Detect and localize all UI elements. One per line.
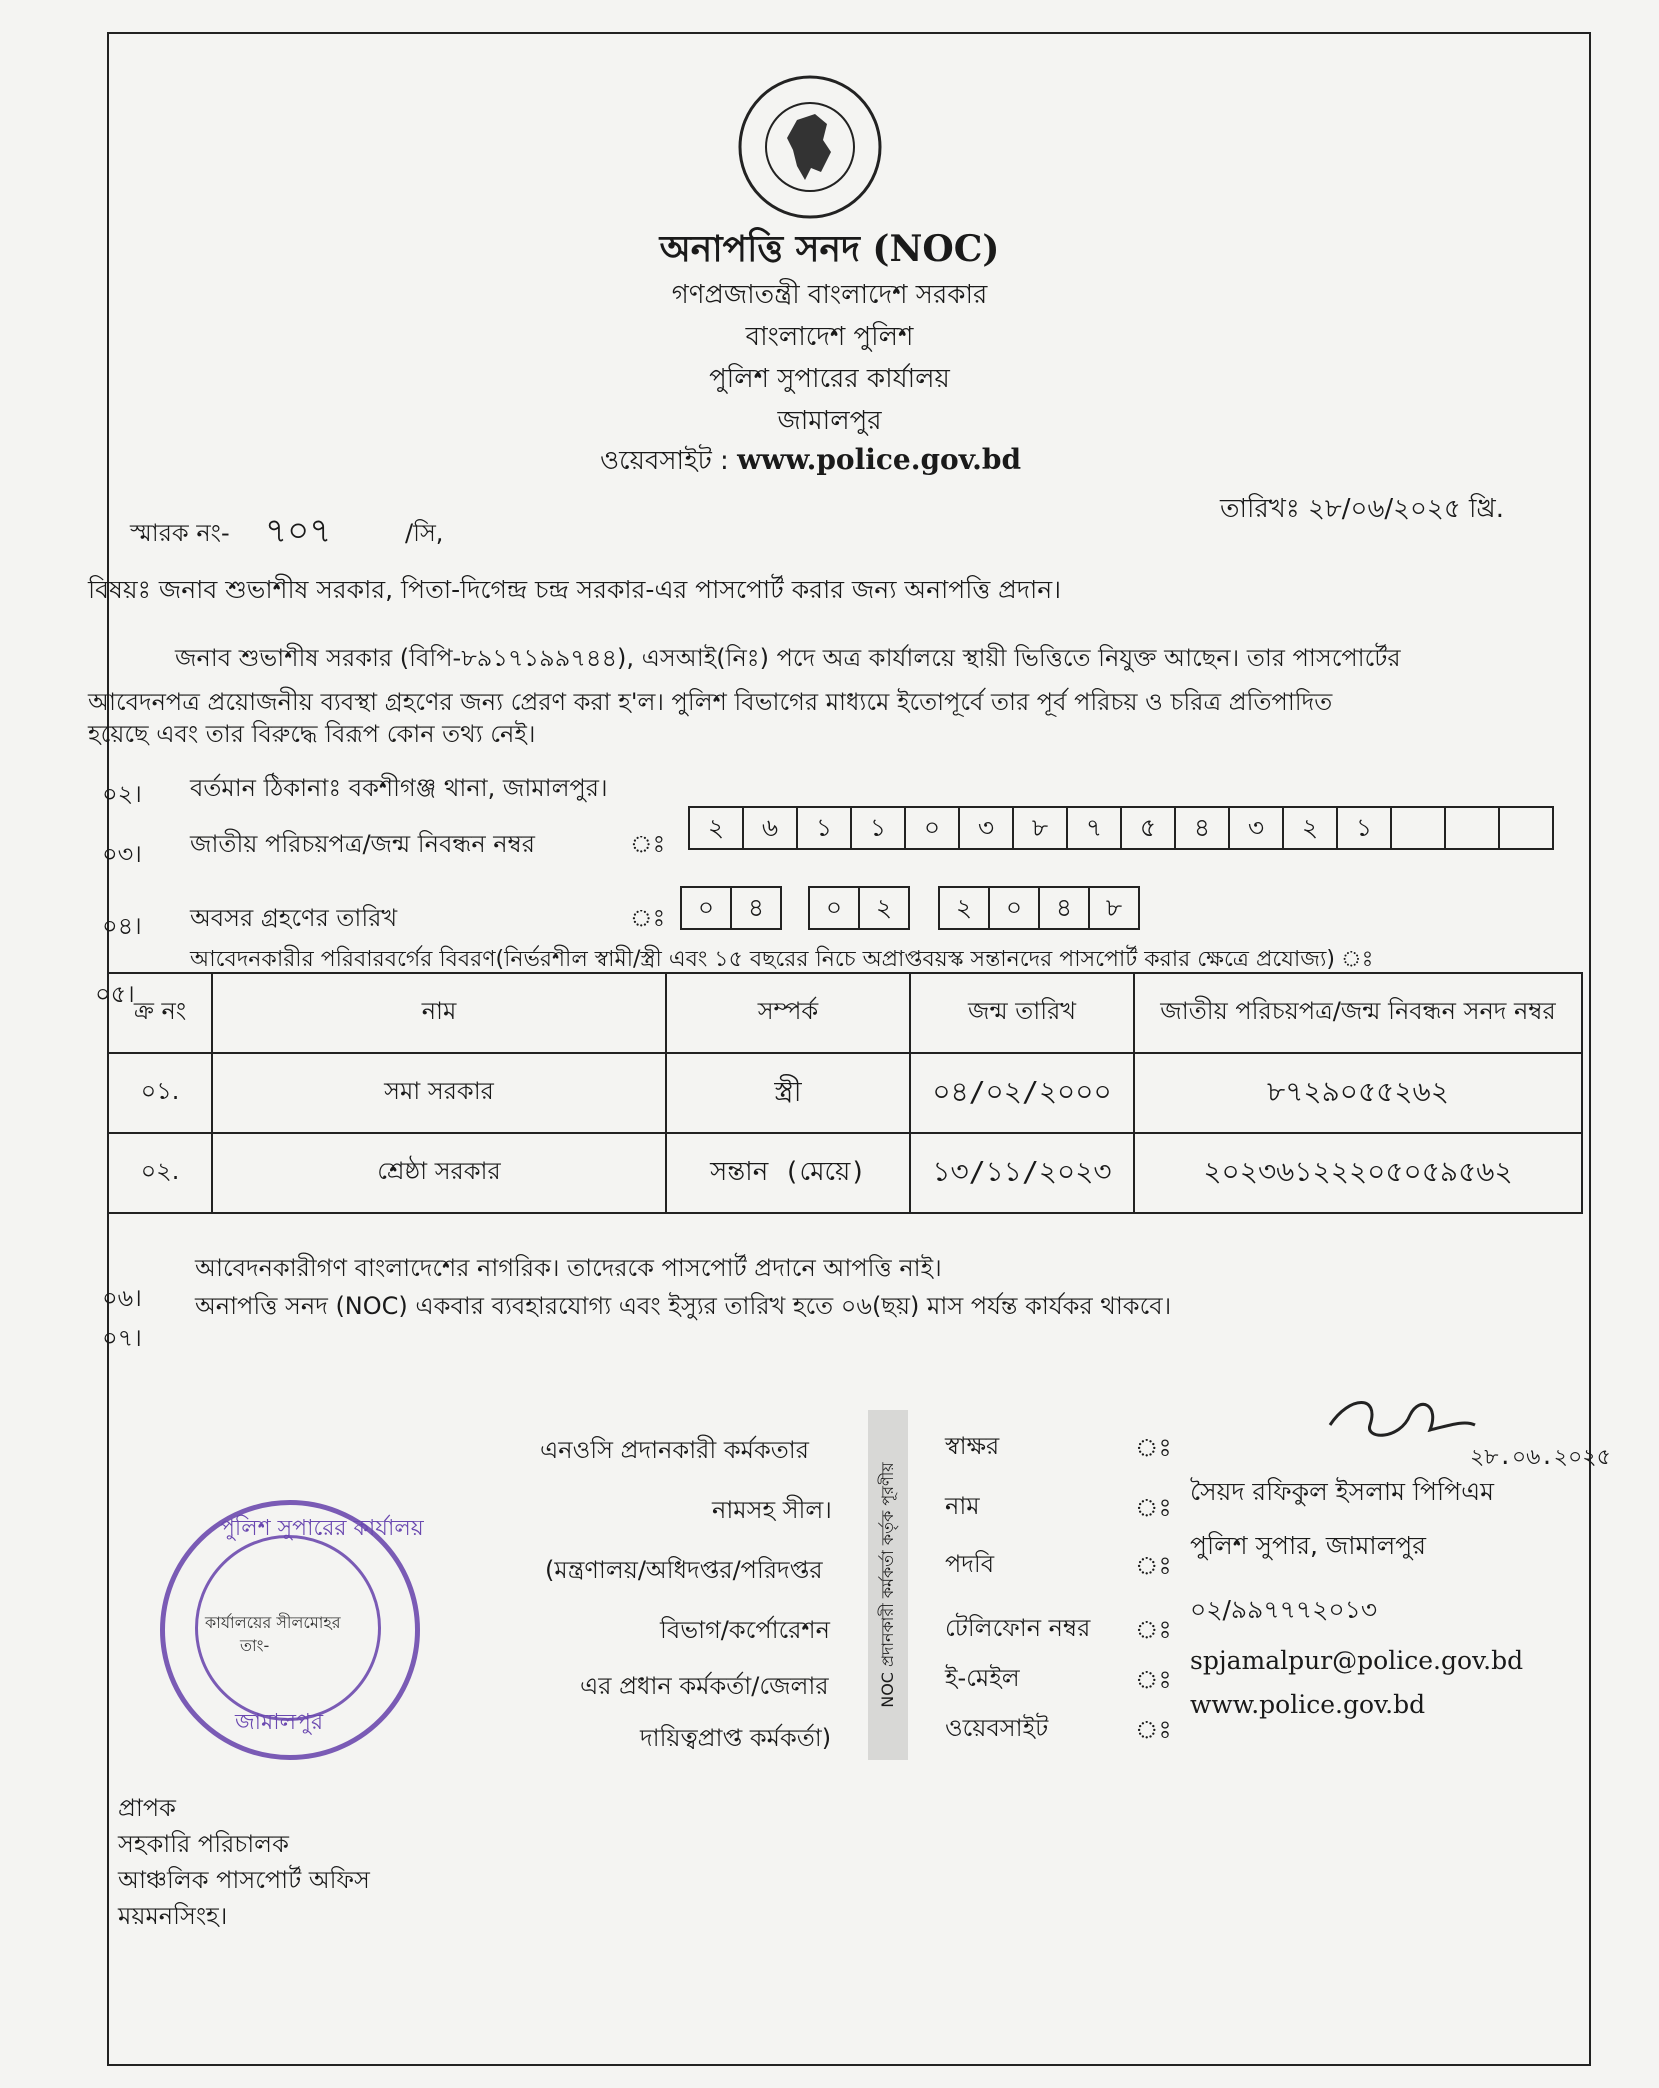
retirement-label: অবসর গ্রহণের তারিখ [190,904,398,932]
officer-left-6: দায়িত্বপ্রাপ্ত কর্মকর্তা) [640,1724,832,1752]
col-serial: ক্র নং [108,973,212,1053]
nid-digit-box: ৩ [958,806,1014,850]
row-serial: ০২. [108,1133,212,1213]
header-district: জামালপুর [777,406,882,436]
stamp-middle-text: কার্যালয়ের সীলমোহর [205,1613,341,1632]
nid-digit-box: ১ [1336,806,1392,850]
item-3-number: ০৩। [102,840,142,868]
government-emblem [735,72,885,222]
recipient-line-2: সহকারি পরিচালক [118,1830,289,1858]
office-seal-stamp [160,1500,424,1760]
label-phone: টেলিফোন নম্বর [945,1614,1091,1642]
family-table-header [108,973,1582,1053]
current-address: বর্তমান ঠিকানাঃ বকশীগঞ্জ থানা, জামালপুর। [190,774,608,802]
stamp-top-text: পুলিশ সুপারের কার্যালয় [220,1516,424,1541]
website-link[interactable]: www.police.gov.bd [737,443,1022,476]
document-title: অনাপত্তি সনদ (NOC) [659,228,1000,270]
signature [1320,1385,1480,1455]
retirement-digit-box: ০ [988,886,1040,930]
retirement-digit-box: ৪ [1038,886,1090,930]
colon-website: ঃ [1135,1715,1172,1744]
label-name: নাম [945,1492,980,1520]
nid-digit-box: ০ [904,806,960,850]
label-email: ই-মেইল [945,1664,1020,1692]
row-name: সমা সরকার [212,1053,666,1133]
stamp-date-text: তাং- [240,1636,270,1655]
retirement-digit-box: ০ [680,886,732,930]
officer-designation: পুলিশ সুপার, জামালপুর [1190,1531,1426,1560]
nid-digit-box: ২ [1282,806,1338,850]
col-nid: জাতীয় পরিচয়পত্র/জন্ম নিবন্ধন সনদ নম্বর [1134,973,1582,1053]
nid-digit-box: ৬ [742,806,798,850]
date-value: ২৮/০৬/২০২৫ খ্রি. [1308,494,1504,524]
row-serial: ০১. [108,1053,212,1133]
signature-date: ২৮.০৬.২০২৫ [1470,1445,1611,1470]
nid-digit-box: ১ [796,806,852,850]
item-5-number: ০৫। [95,980,135,1008]
item-7-number: ০৭। [102,1324,142,1352]
body-line-3: হয়েছে এবং তার বিরুদ্ধে বিরূপ কোন তথ্য নেই। [88,720,536,748]
officer-email[interactable]: spjamalpur@police.gov.bd [1190,1646,1524,1675]
retirement-digit-box: ৮ [1088,886,1140,930]
header-government: গণপ্রজাতন্ত্রী বাংলাদেশ সরকার [671,280,988,310]
row-nid: ৮৭২৯০৫৫২৬২ [1134,1053,1582,1133]
officer-left-3: (মন্ত্রণালয়/অধিদপ্তর/পরিদপ্তর [545,1556,823,1584]
item-4-number: ০৪। [102,912,142,940]
memo-suffix: /সি, [405,519,444,547]
nid-digit-box: ৮ [1012,806,1068,850]
nid-digit-box: ৫ [1120,806,1176,850]
memo-number: ৭০৭ [265,511,332,551]
nid-digit-box [1390,806,1446,850]
vertical-label: NOC প্রদানকারী কর্মকর্তা কর্তৃক পূরণীয় [878,1462,897,1708]
header-office: পুলিশ সুপারের কার্যালয় [709,364,950,394]
nid-digit-box [1498,806,1554,850]
nid-digit-box: ৩ [1228,806,1284,850]
nid-digit-box: ১ [850,806,906,850]
officer-left-2: নামসহ সীল। [712,1496,832,1524]
nid-digit-box: ২ [688,806,744,850]
table-row [108,1053,1582,1133]
recipient-line-3: আঞ্চলিক পাসপোর্ট অফিস [118,1866,370,1894]
nid-digit-box [1444,806,1500,850]
officer-name: সৈয়দ রফিকুল ইসলাম পিপিএম [1190,1477,1495,1506]
header-department: বাংলাদেশ পুলিশ [745,322,914,352]
label-signature: স্বাক্ষর [945,1432,1000,1460]
family-intro: আবেদনকারীর পরিবারবর্গের বিবরণ(নির্ভরশীল স্বামী/স্ত্রী এবং ১৫ বছরের নিচে অপ্রাপ্তবয়স্ক সন্তানদের পাসপোর্ট করার ক্ষেত্রে প্রযোজ্য) ঃ [190,947,1374,972]
memo-date [1220,488,1504,532]
nid-label: জাতীয় পরিচয়পত্র/জন্ম নিবন্ধন নম্বর [190,830,535,858]
row-dob: ০৪/০২/২০০০ [910,1053,1134,1133]
family-table [107,972,1583,1214]
citizenship-statement: আবেদনকারীগণ বাংলাদেশের নাগরিক। তাদেরকে পাসপোর্ট প্রদানে আপত্তি নাই। [195,1254,942,1282]
colon-signature: ঃ [1135,1433,1172,1462]
row-relation: সন্তান (মেয়ে) [666,1133,910,1213]
retirement-colon: ঃ [630,904,666,932]
stamp-bottom-text: জামালপুর [235,1710,324,1735]
retirement-digit-box: ২ [858,886,910,930]
colon-designation: ঃ [1135,1551,1172,1580]
retirement-digit-box: ০ [808,886,860,930]
officer-left-1: এনওসি প্রদানকারী কর্মকতার [540,1436,809,1464]
item-6-number: ০৬। [102,1284,142,1312]
retirement-digit-box: ২ [938,886,990,930]
subject-line: বিষয়ঃ জনাব শুভাশীষ সরকার, পিতা-দিগেন্দ্র চন্দ্র সরকার-এর পাসপোর্ট করার জন্য অনাপত্তি প্রদান। [88,575,1062,604]
row-dob: ১৩/১১/২০২৩ [910,1133,1134,1213]
header-website [600,440,1021,484]
item-2-number: ০২। [102,780,142,808]
col-dob: জন্ম তারিখ [910,973,1134,1053]
officer-left-4: বিভাগ/কর্পোরেশন [660,1616,830,1644]
colon-phone: ঃ [1135,1615,1172,1644]
date-label: তারিখঃ [1220,494,1300,524]
nid-colon: ঃ [630,830,666,858]
recipient-line-4: ময়মনসিংহ। [118,1902,228,1930]
officer-website[interactable]: www.police.gov.bd [1190,1690,1426,1719]
retirement-digit-box: ৪ [730,886,782,930]
label-designation: পদবি [945,1550,995,1578]
memo-label: স্মারক নং- [130,519,230,547]
body-line-2: আবেদনপত্র প্রয়োজনীয় ব্যবস্থা গ্রহণের জন্য প্রেরণ করা হ'ল। পুলিশ বিভাগের মাধ্যমে ইতোপূর্বে তার পূর্ব পরিচয় ও চরিত্র প্রতিপাদিত [88,688,1333,716]
officer-left-5: এর প্রধান কর্মকর্তা/জেলার [580,1672,829,1700]
officer-phone: ০২/৯৯৭৭৭২০১৩ [1190,1595,1378,1624]
col-relation: সম্পর্ক [666,973,910,1053]
row-relation: স্ত্রী [666,1053,910,1133]
website-label: ওয়েবসাইট : [600,446,729,476]
table-row [108,1133,1582,1213]
col-name: নাম [212,973,666,1053]
row-nid: ২০২৩৬১২২২০৫০৫৯৫৬২ [1134,1133,1582,1213]
nid-digit-box: ৪ [1174,806,1230,850]
label-website: ওয়েবসাইট [945,1714,1049,1742]
body-line-1: জনাব শুভাশীষ সরকার (বিপি-৮৯১৭১৯৯৭৪৪), এসআই(নিঃ) পদে অত্র কার্যালয়ে স্থায়ী ভিত্তিতে নিযুক্ত আছেন। তার পাসপোর্টের [175,644,1401,672]
row-name: শ্রেষ্ঠা সরকার [212,1133,666,1213]
recipient-line-1: প্রাপক [118,1794,176,1822]
validity-statement: অনাপত্তি সনদ (NOC) একবার ব্যবহারযোগ্য এবং ইস্যুর তারিখ হতে ০৬(ছয়) মাস পর্যন্ত কার্যকর থাকবে। [195,1292,1172,1320]
colon-name: ঃ [1135,1493,1172,1522]
nid-digit-box: ৭ [1066,806,1122,850]
colon-email: ঃ [1135,1665,1172,1694]
